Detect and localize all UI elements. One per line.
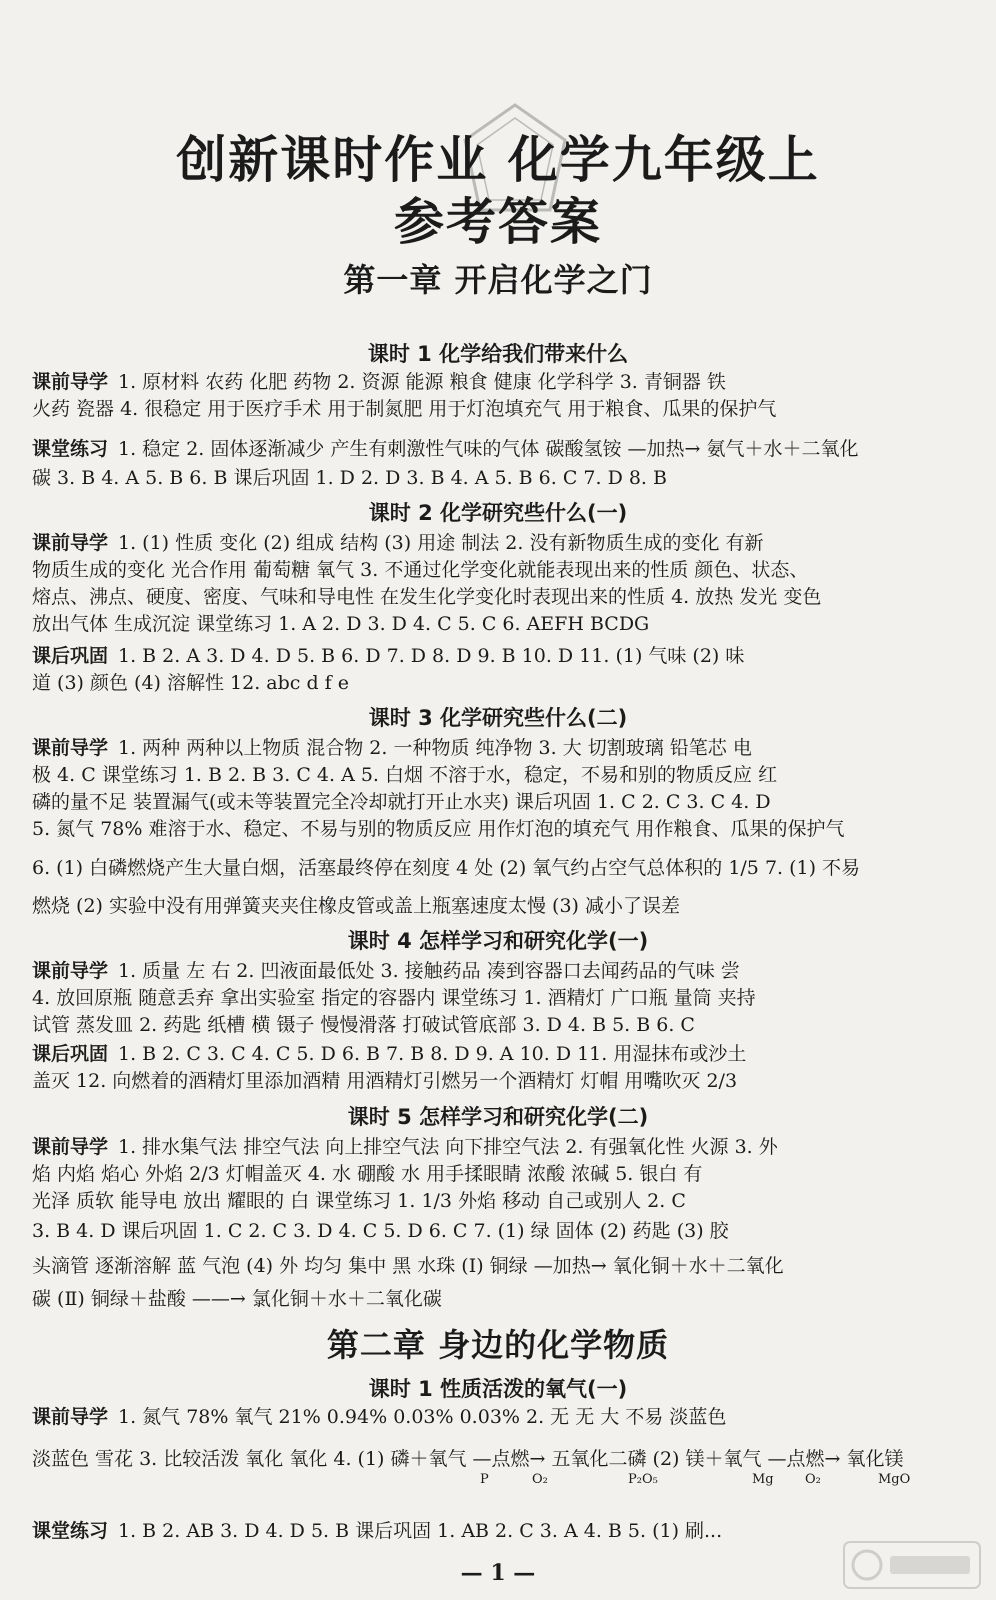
- answer-line: [32, 1012, 972, 1038]
- answer-text: 1. B 2. C 3. C 4. C 5. D 6. B 7. B 8. D 9. A 10. D 11. 用湿抹布或沙土: [118, 1043, 747, 1065]
- answer-line: [32, 436, 972, 462]
- section-label: 课堂练习: [32, 1520, 109, 1542]
- answer-line: [32, 369, 972, 395]
- answer-line: [32, 985, 972, 1011]
- answer-line: [32, 530, 972, 556]
- answer-line: [32, 893, 972, 919]
- answer-text: 3. B 4. D 课后巩固 1. C 2. C 3. D 4. C 5. D 6. C 7. (1) 绿 固体 (2) 药匙 (3) 胶: [32, 1220, 729, 1242]
- answer-text: 道 (3) 颜色 (4) 溶解性 12. abc d f e: [32, 672, 349, 694]
- answer-line: [32, 557, 972, 583]
- answer-text: 试管 蒸发皿 2. 药匙 纸槽 横 镊子 慢慢滑落 打破试管底部 3. D 4. B 5. B 6. C: [32, 1014, 695, 1036]
- answer-line: [32, 735, 972, 761]
- section-label: 课前导学: [32, 532, 109, 554]
- answer-line: [32, 1068, 972, 1094]
- answer-line: [32, 465, 972, 491]
- answer-text: 淡蓝色 雪花 3. 比较活泼 氧化 氧化 4. (1) 磷＋氧气 —点燃→ 五氧化二磷 (2) 镁＋氧气 —点燃→ 氧化镁: [32, 1448, 904, 1470]
- answer-line: [32, 1446, 972, 1472]
- answer-text: 火药 瓷器 4. 很稳定 用于医疗手术 用于制氮肥 用于灯泡填充气 用于粮食、瓜果的保护气: [32, 398, 777, 420]
- answer-text: 头滴管 逐渐溶解 蓝 气泡 (4) 外 均匀 集中 黑 水珠 (Ⅰ) 铜绿 —加热→ 氧化铜＋水＋二氧化: [32, 1255, 784, 1277]
- lesson-heading: 课时 2 化学研究些什么(一): [368, 501, 628, 525]
- answer-text: 光泽 质软 能导电 放出 耀眼的 白 课堂练习 1. 1/3 外焰 移动 自己或别人 2. C: [32, 1190, 686, 1212]
- lesson-heading: 课时 1 性质活泼的氧气(一): [368, 1377, 628, 1401]
- answer-line: [32, 396, 972, 422]
- answer-line: [32, 1218, 972, 1244]
- formula-label: P₂O₅: [628, 1472, 658, 1487]
- answer-line: [32, 1404, 972, 1430]
- page-subtitle: 参考答案: [394, 193, 602, 251]
- answer-text: 5. 氮气 78% 难溶于水、稳定、不易与别的物质反应 用作灯泡的填充气 用作粮食、瓜果的保护气: [32, 818, 845, 840]
- answer-text: 盖灭 12. 向燃着的酒精灯里添加酒精 用酒精灯引燃另一个酒精灯 灯帽 用嘴吹灭 2/3: [32, 1070, 738, 1092]
- page-number: — 1 —: [460, 1560, 536, 1586]
- section-label: 课前导学: [32, 1406, 109, 1428]
- answer-line: [32, 1286, 972, 1312]
- formula-label: O₂: [805, 1472, 821, 1487]
- section-label: 课前导学: [32, 737, 109, 759]
- section-label: 课后巩固: [32, 645, 109, 667]
- answer-text: 1. 原材料 农药 化肥 药物 2. 资源 能源 粮食 健康 化学科学 3. 青铜器 铁: [118, 371, 726, 393]
- answer-text: 磷的量不足 装置漏气(或未等装置完全冷却就打开止水夹) 课后巩固 1. C 2. C 3. C 4. D: [32, 791, 771, 813]
- formula-label: MgO: [878, 1472, 911, 1487]
- chapter-1-title: 第一章 开启化学之门: [343, 261, 653, 299]
- answer-text: 1. 排水集气法 排空气法 向上排空气法 向下排空气法 2. 有强氧化性 火源 3. 外: [118, 1136, 778, 1158]
- answer-text: 1. B 2. A 3. D 4. D 5. B 6. D 7. D 8. D 9. B 10. D 11. (1) 气味 (2) 味: [118, 645, 745, 667]
- answer-line: [32, 789, 972, 815]
- answer-text: 6. (1) 白磷燃烧产生大量白烟，活塞最终停在刻度 4 处 (2) 氧气约占空气总体积的 1/5 7. (1) 不易: [32, 857, 861, 879]
- answer-line: [32, 1253, 972, 1279]
- answer-line: [32, 1188, 972, 1214]
- answer-line: [32, 855, 972, 881]
- answer-text: 1. B 2. AB 3. D 4. D 5. B 课后巩固 1. AB 2. C 3. A 4. B 5. (1) 刷...: [118, 1520, 723, 1542]
- answer-text: 1. 质量 左 右 2. 凹液面最低处 3. 接触药品 凑到容器口去闻药品的气味 尝: [118, 960, 740, 982]
- chapter-2-title: 第二章 身边的化学物质: [326, 1326, 670, 1364]
- answer-line: [32, 762, 972, 788]
- section-label: 课前导学: [32, 960, 109, 982]
- answer-line: [32, 1161, 972, 1187]
- answer-line: [32, 1134, 972, 1160]
- answer-line: [32, 816, 972, 842]
- answer-text: 燃烧 (2) 实验中没有用弹簧夹夹住橡皮管或盖上瓶塞速度太慢 (3) 减小了误差: [32, 895, 680, 917]
- watermark-logo-icon: [842, 1540, 982, 1590]
- section-label: 课后巩固: [32, 1043, 109, 1065]
- answer-text: 放出气体 生成沉淀 课堂练习 1. A 2. D 3. D 4. C 5. C 6. AEFH BCDG: [32, 613, 650, 635]
- answer-line: [32, 1518, 972, 1544]
- lesson-heading: 课时 1 化学给我们带来什么: [367, 342, 629, 366]
- answer-text: 4. 放回原瓶 随意丢弃 拿出实验室 指定的容器内 课堂练习 1. 酒精灯 广口瓶 量筒 夹持: [32, 987, 756, 1009]
- formula-label: P: [480, 1472, 489, 1487]
- formula-label: O₂: [532, 1472, 548, 1487]
- answer-text: 熔点、沸点、硬度、密度、气味和导电性 在发生化学变化时表现出来的性质 4. 放热 发光 变色: [32, 586, 822, 608]
- answer-line: [32, 670, 972, 696]
- answer-text: 物质生成的变化 光合作用 葡萄糖 氧气 3. 不通过化学变化就能表现出来的性质 颜色、状态、: [32, 559, 809, 581]
- answer-text: 1. (1) 性质 变化 (2) 组成 结构 (3) 用途 制法 2. 没有新物质生成的变化 有新: [118, 532, 764, 554]
- section-label: 课堂练习: [32, 438, 109, 460]
- lesson-heading: 课时 4 怎样学习和研究化学(一): [347, 929, 649, 953]
- answer-text: 焰 内焰 焰心 外焰 2/3 灯帽盖灭 4. 水 硼酸 水 用手揉眼睛 浓酸 浓碱 5. 银白 有: [32, 1163, 703, 1185]
- lesson-heading: 课时 3 化学研究些什么(二): [368, 706, 628, 730]
- answer-line: [32, 584, 972, 610]
- answer-line: [32, 958, 972, 984]
- page-title: 创新课时作业 化学九年级上: [176, 131, 820, 189]
- answer-line: [32, 643, 972, 669]
- answer-text: 1. 稳定 2. 固体逐渐减少 产生有刺激性气味的气体 碳酸氢铵 —加热→ 氨气＋水＋二氧化: [118, 438, 859, 460]
- answer-text: 碳 3. B 4. A 5. B 6. B 课后巩固 1. D 2. D 3. B 4. A 5. B 6. C 7. D 8. B: [32, 467, 667, 489]
- section-label: 课前导学: [32, 1136, 109, 1158]
- answer-text: 1. 两种 两种以上物质 混合物 2. 一种物质 纯净物 3. 大 切割玻璃 铅笔芯 电: [118, 737, 752, 759]
- answer-text: 1. 氮气 78% 氧气 21% 0.94% 0.03% 0.03% 2. 无 无 大 不易 淡蓝色: [118, 1406, 727, 1428]
- answer-line: [32, 611, 972, 637]
- answer-text: 碳 (Ⅱ) 铜绿＋盐酸 ——→ 氯化铜＋水＋二氧化碳: [32, 1288, 442, 1310]
- formula-label: Mg: [752, 1472, 774, 1487]
- answer-line: [32, 1041, 972, 1067]
- answer-text: 极 4. C 课堂练习 1. B 2. B 3. C 4. A 5. 白烟 不溶于水，稳定，不易和别的物质反应 红: [32, 764, 778, 786]
- section-label: 课前导学: [32, 371, 109, 393]
- lesson-heading: 课时 5 怎样学习和研究化学(二): [347, 1105, 649, 1129]
